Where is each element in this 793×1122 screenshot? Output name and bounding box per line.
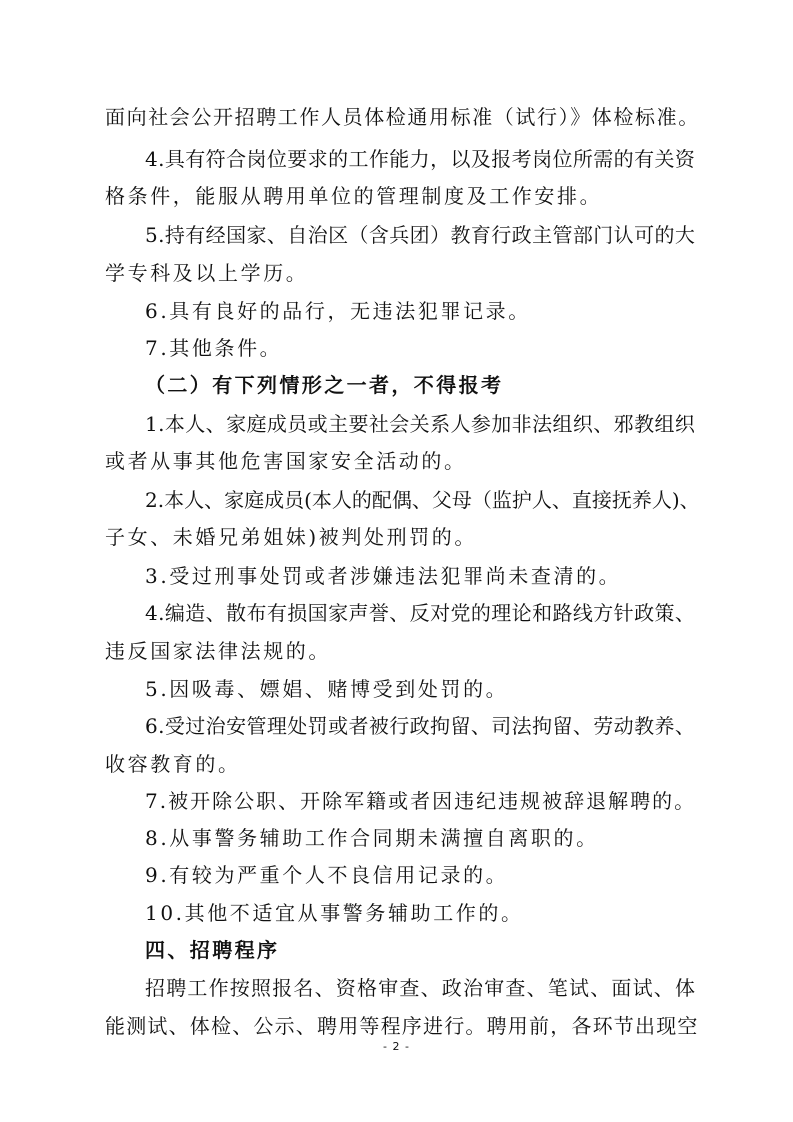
text-line: 6.具有良好的品行，无违法犯罪记录。	[145, 299, 531, 323]
text-line: 能测试、体检、公示、聘用等程序进行。聘用前，各环节出现空	[105, 1014, 699, 1038]
text-line: 1.本人、家庭成员或主要社会关系人参加非法组织、邪教组织	[145, 412, 696, 436]
text-line: 子女、未婚兄弟姐妹)被判处刑罚的。	[105, 525, 478, 549]
text-line: 5.持有经国家、自治区（含兵团）教育行政主管部门认可的大	[145, 223, 696, 247]
text-line: 4.具有符合岗位要求的工作能力，以及报考岗位所需的有关资	[145, 147, 696, 171]
text-line: 7.其他条件。	[145, 336, 283, 360]
text-line: 面向社会公开招聘工作人员体检通用标准（试行）》体检标准。	[105, 105, 700, 129]
section-heading: （二）有下列情形之一者，不得报考	[145, 373, 504, 397]
text-line: 10.其他不适宜从事警务辅助工作的。	[145, 901, 524, 925]
text-line: 招聘工作按照报名、资格审查、政治审查、笔试、面试、体	[145, 976, 697, 1000]
text-line: 7.被开除公职、开除军籍或者因违纪违规被辞退解聘的。	[145, 789, 697, 813]
text-line: 2.本人、家庭成员(本人的配偶、父母（监护人、直接抚养人)、	[145, 488, 700, 512]
text-line: 3.受过刑事处罚或者涉嫌违法犯罪尚未查清的。	[145, 564, 622, 588]
text-line: 学专科及以上学历。	[105, 261, 309, 285]
text-line: 6.受过治安管理处罚或者被行政拘留、司法拘留、劳动教养、	[145, 714, 696, 738]
text-line: 收容教育的。	[105, 752, 241, 776]
page-number: - 2 -	[383, 1040, 410, 1053]
text-line: 4.编造、散布有损国家声誉、反对党的理论和路线方针政策、	[145, 601, 696, 625]
text-line: 或者从事其他危害国家安全活动的。	[105, 449, 467, 473]
section-heading: 四、招聘程序	[145, 938, 280, 962]
text-line: 5.因吸毒、嫖娼、赌博受到处罚的。	[145, 677, 509, 701]
text-line: 违反国家法律法规的。	[105, 639, 331, 663]
text-line: 8.从事警务辅助工作合同期未满擅自离职的。	[145, 826, 599, 850]
text-line: 9.有较为严重个人不良信用记录的。	[145, 863, 509, 887]
text-line: 格条件，能服从聘用单位的管理制度及工作安排。	[105, 184, 603, 208]
